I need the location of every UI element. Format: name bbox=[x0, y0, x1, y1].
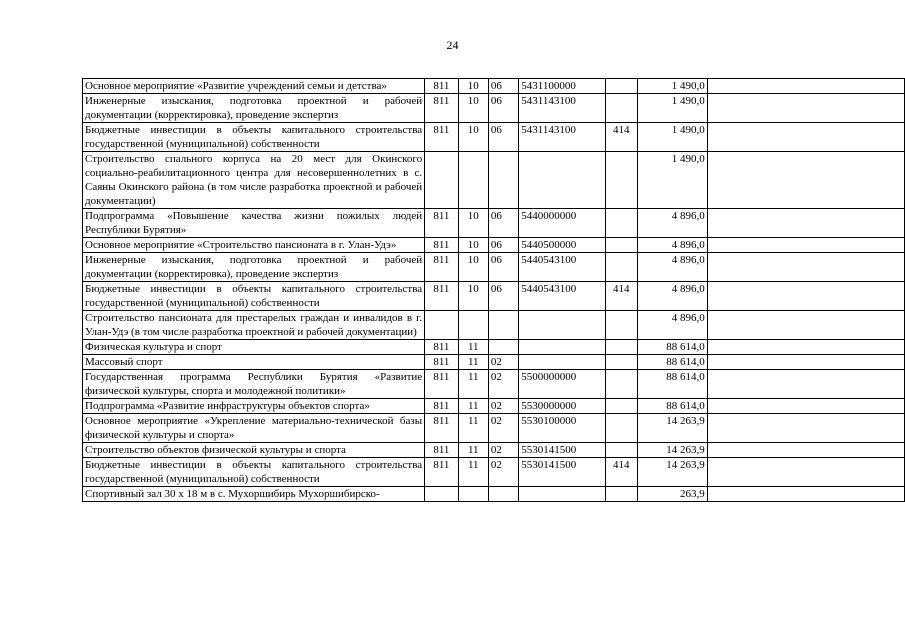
row-name-cell: Государственная программа Республики Бурятия «Развитие физической культуры, спорта и молодежной политики» bbox=[83, 370, 425, 399]
admin-code-cell: 811 bbox=[425, 94, 458, 123]
expense-type-code-cell: 414 bbox=[606, 458, 638, 487]
admin-code-cell: 811 bbox=[425, 370, 458, 399]
target-article-code-cell: 5500000000 bbox=[519, 370, 606, 399]
subsection-code-cell: 02 bbox=[488, 414, 518, 443]
admin-code-cell bbox=[425, 311, 458, 340]
target-article-code-cell bbox=[519, 311, 606, 340]
row-name-cell: Физическая культура и спорт bbox=[83, 340, 425, 355]
amount-cell: 4 896,0 bbox=[637, 253, 707, 282]
row-name-cell: Строительство объектов физической культуры и спорта bbox=[83, 443, 425, 458]
empty-cell bbox=[707, 340, 904, 355]
row-name-cell: Основное мероприятие «Строительство пансионата в г. Улан-Удэ» bbox=[83, 238, 425, 253]
expense-type-code-cell bbox=[606, 209, 638, 238]
row-name-cell: Строительство спального корпуса на 20 мест для Окинского социально-реабилитационного центра для несовершеннолетних в с. Саяны Окинского района (в том числе разработка проектной и рабочей документации) bbox=[83, 152, 425, 209]
target-article-code-cell: 5530100000 bbox=[519, 414, 606, 443]
amount-cell: 1 490,0 bbox=[637, 123, 707, 152]
amount-cell: 263,9 bbox=[637, 487, 707, 502]
section-code-cell: 10 bbox=[458, 94, 488, 123]
subsection-code-cell bbox=[488, 340, 518, 355]
table-row bbox=[83, 370, 905, 399]
admin-code-cell: 811 bbox=[425, 123, 458, 152]
section-code-cell: 10 bbox=[458, 238, 488, 253]
table-row bbox=[83, 458, 905, 487]
section-code-cell: 11 bbox=[458, 370, 488, 399]
empty-cell bbox=[707, 253, 904, 282]
section-code-cell: 11 bbox=[458, 414, 488, 443]
admin-code-cell: 811 bbox=[425, 414, 458, 443]
table-row bbox=[83, 79, 905, 94]
table-row bbox=[83, 414, 905, 443]
empty-cell bbox=[707, 399, 904, 414]
empty-cell bbox=[707, 123, 904, 152]
section-code-cell: 10 bbox=[458, 253, 488, 282]
expense-type-code-cell bbox=[606, 94, 638, 123]
row-name-cell: Подпрограмма «Развитие инфраструктуры объектов спорта» bbox=[83, 399, 425, 414]
section-code-cell bbox=[458, 487, 488, 502]
row-name-cell: Инженерные изыскания, подготовка проектной и рабочей документации (корректировка), проведение экспертиз bbox=[83, 94, 425, 123]
expense-type-code-cell bbox=[606, 399, 638, 414]
table-row bbox=[83, 209, 905, 238]
expense-type-code-cell bbox=[606, 340, 638, 355]
expense-type-code-cell bbox=[606, 487, 638, 502]
subsection-code-cell: 06 bbox=[488, 282, 518, 311]
target-article-code-cell bbox=[519, 487, 606, 502]
subsection-code-cell: 06 bbox=[488, 94, 518, 123]
admin-code-cell: 811 bbox=[425, 209, 458, 238]
row-name-cell: Бюджетные инвестиции в объекты капитального строительства государственной (муниципальной) собственности bbox=[83, 123, 425, 152]
amount-cell: 4 896,0 bbox=[637, 238, 707, 253]
expense-type-code-cell bbox=[606, 79, 638, 94]
expense-type-code-cell bbox=[606, 311, 638, 340]
section-code-cell: 10 bbox=[458, 123, 488, 152]
expense-type-code-cell bbox=[606, 414, 638, 443]
table-row bbox=[83, 487, 905, 502]
amount-cell: 88 614,0 bbox=[637, 370, 707, 399]
empty-cell bbox=[707, 238, 904, 253]
subsection-code-cell: 02 bbox=[488, 399, 518, 414]
budget-table-body bbox=[83, 79, 905, 502]
empty-cell bbox=[707, 487, 904, 502]
section-code-cell bbox=[458, 311, 488, 340]
amount-cell: 88 614,0 bbox=[637, 399, 707, 414]
admin-code-cell: 811 bbox=[425, 79, 458, 94]
amount-cell: 14 263,9 bbox=[637, 458, 707, 487]
expense-type-code-cell bbox=[606, 238, 638, 253]
section-code-cell: 11 bbox=[458, 443, 488, 458]
section-code-cell: 10 bbox=[458, 79, 488, 94]
subsection-code-cell: 02 bbox=[488, 458, 518, 487]
amount-cell: 4 896,0 bbox=[637, 282, 707, 311]
row-name-cell: Подпрограмма «Повышение качества жизни пожилых людей Республики Бурятия» bbox=[83, 209, 425, 238]
budget-table bbox=[82, 78, 905, 502]
empty-cell bbox=[707, 414, 904, 443]
table-row bbox=[83, 238, 905, 253]
empty-cell bbox=[707, 209, 904, 238]
amount-cell: 14 263,9 bbox=[637, 414, 707, 443]
empty-cell bbox=[707, 152, 904, 209]
amount-cell: 14 263,9 bbox=[637, 443, 707, 458]
row-name-cell: Массовый спорт bbox=[83, 355, 425, 370]
subsection-code-cell: 02 bbox=[488, 443, 518, 458]
section-code-cell: 11 bbox=[458, 340, 488, 355]
target-article-code-cell: 5440000000 bbox=[519, 209, 606, 238]
row-name-cell: Инженерные изыскания, подготовка проектной и рабочей документации (корректировка), проведение экспертиз bbox=[83, 253, 425, 282]
admin-code-cell: 811 bbox=[425, 443, 458, 458]
section-code-cell bbox=[458, 152, 488, 209]
amount-cell: 4 896,0 bbox=[637, 209, 707, 238]
expense-type-code-cell bbox=[606, 152, 638, 209]
section-code-cell: 11 bbox=[458, 355, 488, 370]
empty-cell bbox=[707, 282, 904, 311]
expense-type-code-cell: 414 bbox=[606, 282, 638, 311]
expense-type-code-cell bbox=[606, 253, 638, 282]
target-article-code-cell: 5431143100 bbox=[519, 123, 606, 152]
row-name-cell: Бюджетные инвестиции в объекты капитального строительства государственной (муниципальной) собственности bbox=[83, 458, 425, 487]
empty-cell bbox=[707, 311, 904, 340]
admin-code-cell: 811 bbox=[425, 399, 458, 414]
expense-type-code-cell bbox=[606, 443, 638, 458]
target-article-code-cell: 5440500000 bbox=[519, 238, 606, 253]
table-row bbox=[83, 123, 905, 152]
row-name-cell: Спортивный зал 30 х 18 м в с. Мухоршибирь Мухоршибирско- bbox=[83, 487, 425, 502]
section-code-cell: 11 bbox=[458, 399, 488, 414]
empty-cell bbox=[707, 443, 904, 458]
row-name-cell: Основное мероприятие «Развитие учреждений семьи и детства» bbox=[83, 79, 425, 94]
amount-cell: 1 490,0 bbox=[637, 94, 707, 123]
target-article-code-cell: 5530141500 bbox=[519, 443, 606, 458]
admin-code-cell: 811 bbox=[425, 340, 458, 355]
subsection-code-cell: 06 bbox=[488, 238, 518, 253]
page-number: 24 bbox=[446, 38, 459, 52]
target-article-code-cell: 5431143100 bbox=[519, 94, 606, 123]
table-row bbox=[83, 340, 905, 355]
table-row bbox=[83, 94, 905, 123]
table-row bbox=[83, 253, 905, 282]
table-row bbox=[83, 152, 905, 209]
empty-cell bbox=[707, 458, 904, 487]
admin-code-cell: 811 bbox=[425, 282, 458, 311]
table-row bbox=[83, 443, 905, 458]
empty-cell bbox=[707, 355, 904, 370]
empty-cell bbox=[707, 94, 904, 123]
target-article-code-cell: 5431100000 bbox=[519, 79, 606, 94]
target-article-code-cell: 5530000000 bbox=[519, 399, 606, 414]
subsection-code-cell bbox=[488, 152, 518, 209]
admin-code-cell bbox=[425, 487, 458, 502]
admin-code-cell: 811 bbox=[425, 253, 458, 282]
admin-code-cell bbox=[425, 152, 458, 209]
empty-cell bbox=[707, 370, 904, 399]
table-row bbox=[83, 282, 905, 311]
amount-cell: 4 896,0 bbox=[637, 311, 707, 340]
table-row bbox=[83, 355, 905, 370]
expense-type-code-cell: 414 bbox=[606, 123, 638, 152]
amount-cell: 88 614,0 bbox=[637, 355, 707, 370]
target-article-code-cell bbox=[519, 340, 606, 355]
subsection-code-cell bbox=[488, 487, 518, 502]
subsection-code-cell: 06 bbox=[488, 253, 518, 282]
table-row bbox=[83, 399, 905, 414]
subsection-code-cell bbox=[488, 311, 518, 340]
row-name-cell: Строительство пансионата для престарелых граждан и инвалидов в г. Улан-Удэ (в том числе разработка проектной и рабочей документации) bbox=[83, 311, 425, 340]
amount-cell: 88 614,0 bbox=[637, 340, 707, 355]
subsection-code-cell: 02 bbox=[488, 355, 518, 370]
empty-cell bbox=[707, 79, 904, 94]
row-name-cell: Бюджетные инвестиции в объекты капитального строительства государственной (муниципальной) собственности bbox=[83, 282, 425, 311]
subsection-code-cell: 06 bbox=[488, 209, 518, 238]
target-article-code-cell: 5440543100 bbox=[519, 282, 606, 311]
amount-cell: 1 490,0 bbox=[637, 152, 707, 209]
target-article-code-cell: 5530141500 bbox=[519, 458, 606, 487]
subsection-code-cell: 06 bbox=[488, 79, 518, 94]
target-article-code-cell bbox=[519, 152, 606, 209]
section-code-cell: 10 bbox=[458, 282, 488, 311]
section-code-cell: 10 bbox=[458, 209, 488, 238]
subsection-code-cell: 06 bbox=[488, 123, 518, 152]
section-code-cell: 11 bbox=[458, 458, 488, 487]
row-name-cell: Основное мероприятие «Укрепление материально-технической базы физической культуры и спорта» bbox=[83, 414, 425, 443]
amount-cell: 1 490,0 bbox=[637, 79, 707, 94]
table-row bbox=[83, 311, 905, 340]
admin-code-cell: 811 bbox=[425, 355, 458, 370]
target-article-code-cell: 5440543100 bbox=[519, 253, 606, 282]
expense-type-code-cell bbox=[606, 370, 638, 399]
subsection-code-cell: 02 bbox=[488, 370, 518, 399]
admin-code-cell: 811 bbox=[425, 238, 458, 253]
target-article-code-cell bbox=[519, 355, 606, 370]
expense-type-code-cell bbox=[606, 355, 638, 370]
admin-code-cell: 811 bbox=[425, 458, 458, 487]
